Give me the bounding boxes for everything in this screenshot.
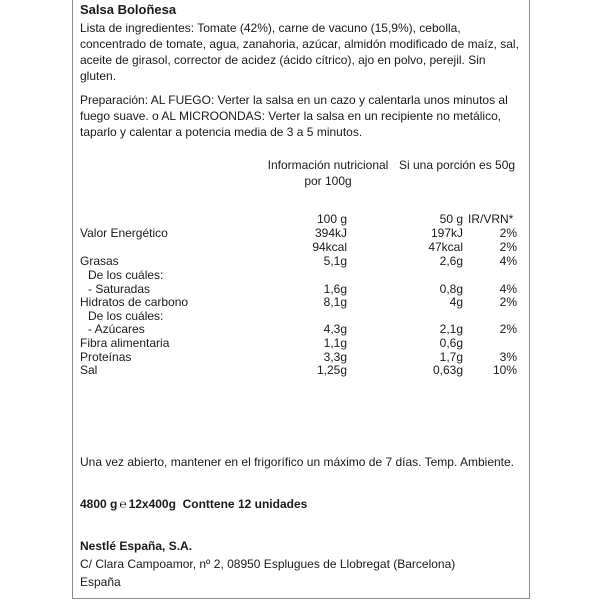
nutrient-label: Sal bbox=[80, 363, 98, 377]
manufacturer-country: España bbox=[80, 575, 121, 589]
value-ir-vrn: 10% bbox=[492, 363, 517, 377]
value-ir-vrn: 2% bbox=[499, 322, 517, 336]
value-per-50g: 0,6g bbox=[439, 336, 463, 350]
nutrient-label: Hidratos de carbono bbox=[80, 295, 189, 309]
package-format: 12x400g bbox=[128, 497, 176, 511]
package-contents: Conttene 12 unidades bbox=[182, 497, 308, 511]
value-ir-vrn: 2% bbox=[499, 240, 517, 254]
net-weight: 4800 g bbox=[80, 497, 118, 511]
manufacturer-name: Nestlé España, S.A. bbox=[80, 539, 193, 553]
value-per-50g: 1,7g bbox=[439, 350, 463, 364]
preparation-instructions: Preparación: AL FUEGO: Verter la salsa en un cazo y calentarla unos minutos al fuego suave. o AL MICROONDAS: Verter la salsa en un recipiente no metálico, taparlo y calentar a potencia media de 3 a 5 minutos. bbox=[80, 93, 508, 139]
value-per-50g: 4g bbox=[449, 295, 463, 309]
value-ir-vrn: 4% bbox=[499, 282, 517, 296]
value-ir-vrn: 2% bbox=[499, 226, 517, 240]
value-per-100g: 5,1g bbox=[323, 254, 347, 268]
subheader-100g: 100 g bbox=[316, 212, 347, 226]
nutrient-label: Valor Energético bbox=[80, 226, 168, 240]
value-per-100g: 1,1g bbox=[323, 336, 347, 350]
ingredients-list: Lista de ingredientes: Tomate (42%), carne de vacuno (15,9%), cebolla, concentrado de tomate, agua, zanahoria, azúcar, almidón modificado de maíz, sal, aceite de girasol, corrector de acidez (ácido cítrico), ajo en polvo, perejil. Sin gluten. bbox=[80, 21, 519, 83]
value-per-100g: 3,3g bbox=[323, 350, 347, 364]
estimated-sign-icon: ℮ bbox=[119, 497, 127, 511]
nutrition-header-per100-line2: por 100g bbox=[304, 174, 352, 188]
nutrient-sublabel: De los cuáles: bbox=[88, 268, 164, 282]
storage-instructions: Una vez abierto, mantener en el frigorífico un máximo de 7 días. Temp. Ambiente. bbox=[80, 455, 515, 469]
nutrient-label: - Azúcares bbox=[88, 322, 145, 336]
nutrient-label: Grasas bbox=[80, 254, 119, 268]
value-per-50g: 2,1g bbox=[439, 322, 463, 336]
value-per-50g: 47kcal bbox=[428, 240, 463, 254]
value-per-100g: 94kcal bbox=[312, 240, 347, 254]
value-per-100g: 1,25g bbox=[316, 363, 347, 377]
value-per-50g: 0,8g bbox=[439, 282, 463, 296]
subheader-50g: 50 g bbox=[439, 212, 463, 226]
nutrition-header-portion: Si una porción es 50g bbox=[399, 158, 516, 172]
nutrient-label: Proteínas bbox=[80, 350, 132, 364]
nutrient-sublabel: De los cuáles: bbox=[88, 309, 164, 323]
nutrient-label: - Saturadas bbox=[88, 282, 151, 296]
value-per-100g: 4,3g bbox=[323, 322, 347, 336]
manufacturer-address: C/ Clara Campoamor, nº 2, 08950 Esplugues de Llobregat (Barcelona) bbox=[80, 557, 456, 571]
value-per-50g: 0,63g bbox=[432, 363, 463, 377]
value-ir-vrn: 3% bbox=[499, 350, 517, 364]
package-info bbox=[80, 497, 307, 511]
nutrition-header-per100 bbox=[253, 157, 403, 189]
product-title: Salsa Boloñesa bbox=[80, 2, 177, 17]
nutrient-label: Fibra alimentaria bbox=[80, 336, 170, 350]
value-per-50g: 197kJ bbox=[430, 226, 463, 240]
value-per-100g: 1,6g bbox=[323, 282, 347, 296]
label-panel bbox=[72, 0, 530, 599]
value-ir-vrn: 2% bbox=[499, 295, 517, 309]
value-per-100g: 394kJ bbox=[314, 226, 347, 240]
value-ir-vrn: 4% bbox=[499, 254, 517, 268]
value-per-100g: 8,1g bbox=[323, 295, 347, 309]
subheader-ir-vrn: IR/VRN* bbox=[468, 212, 514, 226]
nutrition-header-per100-line1: Información nutricional bbox=[267, 158, 389, 172]
value-per-50g: 2,6g bbox=[439, 254, 463, 268]
